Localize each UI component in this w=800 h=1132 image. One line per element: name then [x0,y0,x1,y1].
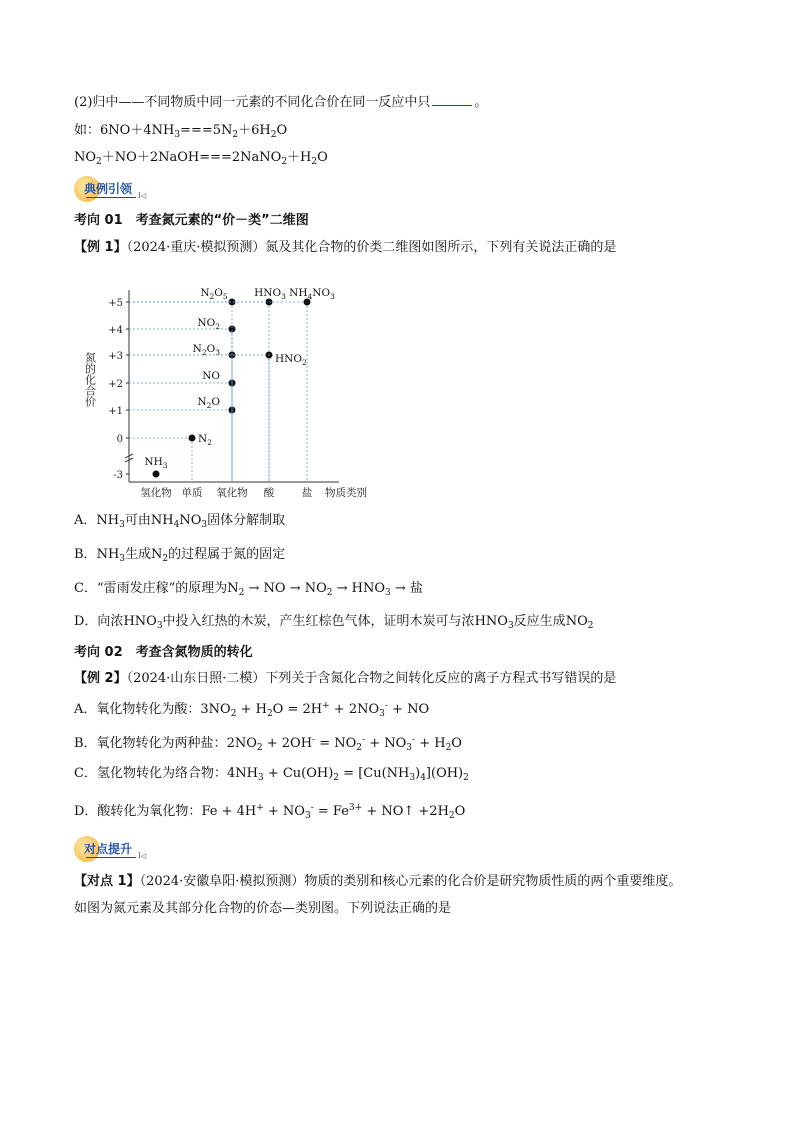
eq-part: O [317,150,328,165]
x-tick-label: 氧化物 [216,487,248,499]
opt-part: D．向浓 [74,614,124,629]
data-point-label [144,456,167,470]
opt-part: + NO↑ +2H [362,804,449,819]
opt-sub: 2 [445,743,452,753]
data-point-label [200,287,228,301]
eq-part: ＋NO＋2NaOH===2NaNO [101,150,282,165]
badge-mark: I◁ [138,852,147,860]
example-prefix: 如： [74,123,101,138]
answer-blank[interactable] [432,93,472,106]
opt-part: + 2OH [262,736,313,751]
formula-part: 3 [330,292,335,301]
eq-sub: 2 [281,157,288,167]
formula-part: NO [312,287,331,299]
formula-part: NH [289,287,308,299]
opt-part: 3NO [200,702,231,717]
data-point-label [197,396,220,410]
formula-part: 2 [301,358,307,367]
example-2-stem [74,670,616,688]
opt-part: + H [236,702,267,717]
opt-sub: 3 [119,554,126,564]
opt-part: HNO [474,614,508,629]
formula-part: N [197,396,207,408]
opt-sup: - [312,735,316,745]
opt-part: 2NO [226,736,257,751]
opt-part: C．“雷雨发庄稼”的原理为 [74,581,228,596]
kaoxiang-02-title: 考向 02 考查含氮物质的转化 [74,645,253,660]
formula-part: 3 [162,461,168,470]
opt-part: O [454,804,466,819]
opt-sub: 3 [385,588,391,598]
opt-sub: 3 [201,520,208,530]
data-point-label [254,287,286,301]
opt-part: ) [415,766,421,781]
eq-part: ＋6H [238,123,271,138]
paragraph-end: 。 [474,95,488,110]
opt-sup: - [384,701,388,711]
formula-part: HNO [254,287,282,299]
y-tick-label: +1 [108,406,123,417]
formula-part: 5 [222,292,228,301]
opt-part: 固体分解制取 [207,513,286,528]
kaoxiang-01-title: 考向 01 考查氮元素的“价－类”二维图 [74,213,309,228]
opt-part: HNO [123,614,157,629]
duidian-1-stem [74,873,681,891]
data-point-label [197,317,220,331]
x-tick-label: 物质类别 [325,487,367,499]
option-2d[interactable] [74,799,465,825]
opt-sup: - [310,803,314,813]
formula-part: NO [197,317,216,329]
formula-part: HNO [275,353,302,365]
opt-part: 4NH [226,766,258,781]
duidian-text: （2024·安徽阜阳·模拟预测）物质的类别和核心元素的化合价是研究物质性质的两个重要维度。 [139,874,682,889]
opt-part: B．氧化物转化为两种盐： [74,736,227,751]
y-tick-label: +2 [108,379,123,390]
opt-part: 中投入红热的木炭，产生红棕色气体，证明木炭可与浓 [162,614,475,629]
opt-sup: - [362,735,366,745]
y-tick-label: +3 [108,351,123,362]
opt-part: + H [415,736,446,751]
opt-part: NO [179,513,202,528]
formula-part: 2 [206,401,212,410]
data-point-label [275,353,307,367]
opt-part: ](OH) [425,766,464,781]
opt-sub: 3 [409,773,416,783]
eq-sub: 3 [174,130,181,140]
badge-label: 对点提升 [84,842,133,856]
opt-part: NH [150,513,174,528]
opt-sup: + [256,803,264,813]
example-equation-1 [74,122,287,144]
option-2b[interactable] [74,731,462,757]
option-2c[interactable] [74,765,469,787]
opt-sub: 2 [587,621,594,631]
data-point-n2 [189,435,196,442]
opt-sub: 2 [326,588,333,598]
opt-part: + NO [387,702,430,717]
example-equation-2 [74,149,328,171]
option-1a[interactable] [74,512,285,534]
opt-part: O [451,736,462,751]
opt-sup: + [322,701,330,711]
opt-sub: 3 [304,811,311,821]
opt-sub: 4 [173,520,180,530]
formula-part: N [198,433,208,445]
opt-sub: 4 [420,773,426,783]
opt-sub: 3 [507,621,514,631]
formula-part: 4 [307,292,313,301]
opt-sub: 2 [256,743,263,753]
opt-part: = NO [315,736,357,751]
option-1b[interactable] [74,546,285,568]
opt-part: + Cu(OH) [263,766,334,781]
formula-part: O [211,396,220,408]
opt-part: N [227,581,239,596]
opt-part: N [151,547,163,562]
option-1c[interactable] [74,580,423,602]
opt-sub: 2 [162,554,169,564]
opt-sub: 2 [463,773,469,783]
opt-sub: 3 [119,520,125,530]
y-tick-label: 0 [116,434,123,445]
opt-part: → HNO [332,581,386,596]
opt-part: + NO [365,736,407,751]
eq-sub: 2 [232,130,239,140]
badge-rule [86,197,136,198]
opt-sub: 2 [230,709,237,719]
opt-part: 反应生成 [513,614,566,629]
opt-part: → NO → NO [244,581,327,596]
formula-part: 3 [215,348,220,357]
duidian-label: 【对点 1】 [74,874,140,889]
opt-part: 的过程属于氮的固定 [168,547,286,562]
x-tick-label: 盐 [301,487,313,499]
valence-category-chart [74,282,374,500]
opt-part: O = 2H [272,702,323,717]
eq-part: 6NO＋4NH [100,123,175,138]
eq-sub: 2 [96,157,102,167]
opt-part: + 2NO [329,702,380,717]
formula-part: 2 [215,322,220,331]
example-text: （2024·重庆·模拟预测）氮及其化合物的价类二维图如图所示，下列有关说法正确的是 [126,240,617,255]
opt-sub: 3 [379,709,385,719]
y-tick-label: -3 [113,470,123,481]
opt-part: NO [565,614,588,629]
badge-mark: I◁ [138,192,147,200]
example-1-stem [74,239,616,257]
opt-sub: 2 [333,773,340,783]
opt-part: 生成 [125,547,152,562]
opt-part: NH [96,547,120,562]
paragraph-guizhong [74,93,487,112]
formula-part: NH [144,456,163,468]
example-text: （2024·山东日照·二模）下列关于含氮化合物之间转化反应的离子方程式书写错误的是 [126,671,617,686]
formula-part: O [214,287,223,299]
eq-sub: 2 [270,130,277,140]
opt-sub: 2 [448,811,455,821]
formula-part: N [200,287,210,299]
option-2a[interactable] [74,697,429,723]
opt-sub: 2 [238,588,245,598]
x-tick-label: 酸 [263,487,275,499]
formula-part: 2 [209,292,215,301]
y-axis-label: 氮的化合价 [83,352,97,407]
opt-sub: 3 [257,773,264,783]
y-tick-label: +5 [108,298,123,309]
data-point-nh3 [153,471,160,478]
x-tick-label: 单质 [181,487,203,499]
formula-part: N [192,343,202,355]
opt-part: B． [74,547,97,562]
formula-part: 2 [207,438,212,447]
eq-part: ===5N [180,123,233,138]
eq-part: O [276,123,288,138]
duidian-1-stem-line2: 如图为氮元素及其部分化合物的价态—类别图。下列说法正确的是 [74,901,452,916]
eq-part: NO [74,150,97,165]
opt-part: NH [96,513,120,528]
opt-sub: 3 [156,621,163,631]
opt-part: C．氢化物转化为络合物： [74,766,227,781]
data-point-label [198,433,212,447]
opt-part: 可由 [124,513,151,528]
opt-part: = [Cu(NH [339,766,410,781]
formula-part: 3 [281,292,286,301]
option-1d[interactable] [74,613,593,635]
example-label: 【例 2】 [74,671,127,686]
opt-part: Fe + 4H [201,804,257,819]
opt-part: → 盐 [390,581,423,596]
y-tick-label: +4 [108,325,123,336]
formula-part: 2 [201,348,207,357]
opt-part: = Fe [313,804,349,819]
paragraph-text: (2)归中——不同物质中同一元素的不同化合价在同一反应中只 [74,95,431,110]
opt-sub: 2 [266,709,273,719]
opt-part: + NO [263,804,305,819]
opt-sub: 3 [406,743,413,753]
data-point-label [289,287,335,301]
opt-sup: - [412,735,416,745]
example-label: 【例 1】 [74,240,127,255]
formula-part: O [206,343,216,355]
opt-part: D．酸转化为氧化物： [74,804,202,819]
opt-part: A． [74,513,97,528]
formula-part: NO [202,370,220,382]
eq-part: ＋H [287,150,312,165]
data-point-label [202,370,220,382]
opt-sup: 3+ [348,803,363,813]
chart-layer [84,287,368,499]
x-tick-label: 氢化物 [140,487,172,499]
badge-rule [86,857,136,858]
opt-part: A．氧化物转化为酸： [74,702,201,717]
eq-sub: 2 [311,157,318,167]
opt-sub: 2 [356,743,363,753]
badge-label: 典例引领 [84,182,133,196]
